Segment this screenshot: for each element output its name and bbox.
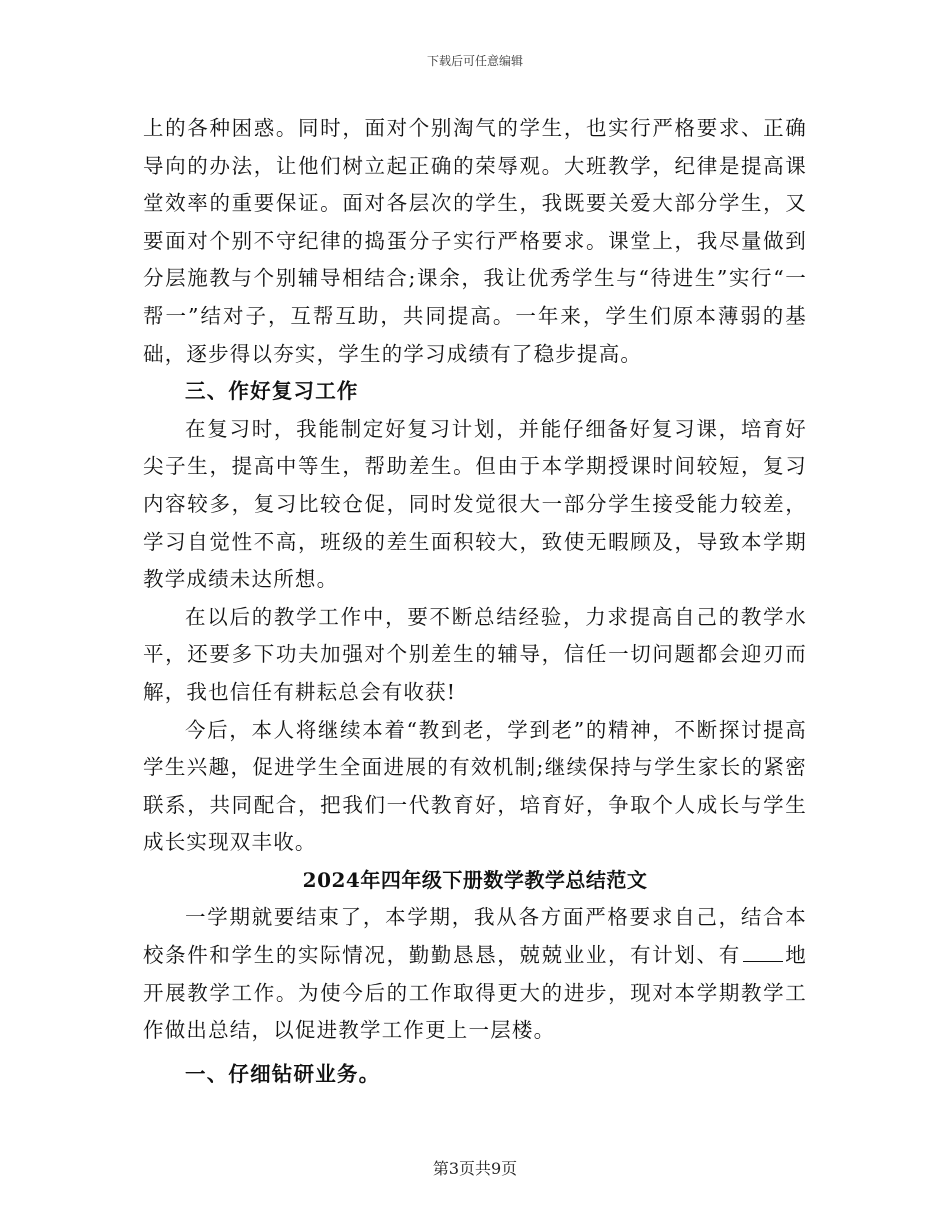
page-footer: 第3页共9页 [432, 1159, 518, 1178]
article-title: 2024年四年级下册数学教学总结范文 [302, 867, 648, 892]
section-heading-review: 三、作好复习工作 [185, 379, 359, 404]
section-heading-study: 一、仔细钻研业务。 [185, 1061, 381, 1086]
paragraph-plans: 今后，本人将继续本着“教到老，学到老”的精神，不断探讨提高学生兴趣，促进学生全面进展的有效机制;继续保持与学生家长的紧密联系，共同配合，把我们一代教育好，培育好，争取个人成长与学生成长实现双丰收。 [143, 717, 807, 855]
paragraph-intro [143, 899, 807, 1049]
intro-text-after-blank: 地开展教学工作。为使今后的工作取得更大的进步，现对本学期教学工作做出总结，以促进教学工作更上一层楼。 [143, 943, 808, 1043]
document-body [143, 110, 807, 1093]
page-header: 下载后可任意编辑 [426, 54, 523, 68]
paragraph-future-work: 在以后的教学工作中，要不断总结经验，力求提高自己的教学水平，还要多下功夫加强对个别差生的辅导，信任一切问题都会迎刃而解，我也信任有耕耘总会有收获! [143, 604, 807, 704]
paragraph-continued: 上的各种困惑。同时，面对个别淘气的学生，也实行严格要求、正确导向的办法，让他们树立起正确的荣辱观。大班教学，纪律是提高课堂效率的重要保证。面对各层次的学生，我既要关爱大部分学生，又要面对个别不守纪律的捣蛋分子实行严格要求。课堂上，我尽量做到分层施教与个别辅导相结合;课余，我让优秀学生与“待进生”实行“一帮一”结对子，互帮互助，共同提高。一年来，学生们原本薄弱的基础，逐步得以夯实，学生的学习成绩有了稳步提高。 [143, 116, 807, 366]
fill-in-blank [743, 943, 783, 962]
intro-text-before-blank: 一学期就要结束了，本学期，我从各方面严格要求自己，结合本校条件和学生的实际情况，勤勤恳恳，兢兢业业，有计划、有 [143, 905, 807, 968]
paragraph-review: 在复习时，我能制定好复习计划，并能仔细备好复习课，培育好尖子生，提高中等生，帮助差生。但由于本学期授课时间较短，复习内容较多，复习比较仓促，同时发觉很大一部分学生接受能力较差，学习自觉性不高，班级的差生面积较大，致使无暇顾及，导致本学期教学成绩未达所想。 [143, 416, 807, 592]
